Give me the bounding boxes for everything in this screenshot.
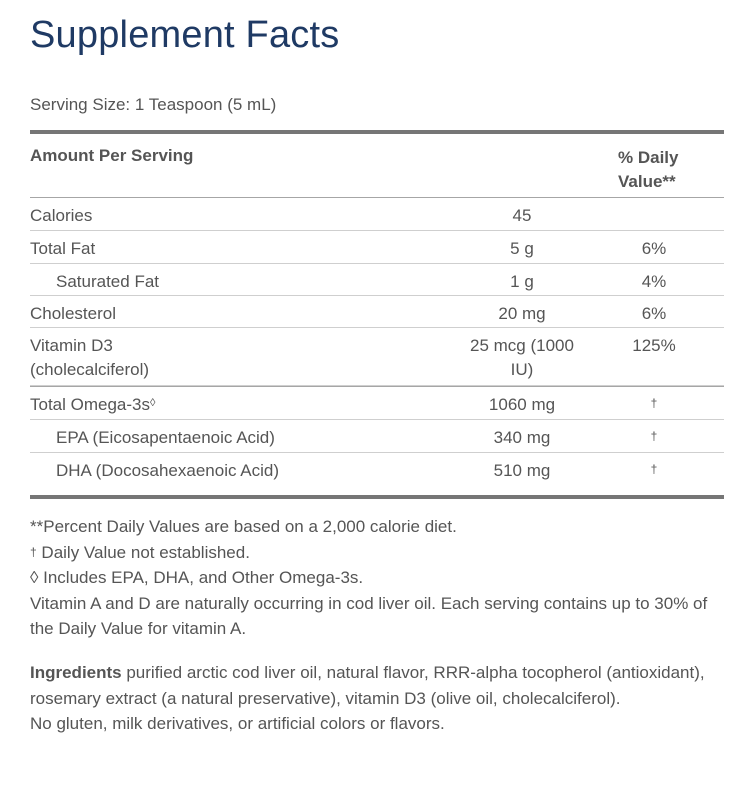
nutrient-amount	[432, 334, 612, 382]
footnote-diamond: ◊ Includes EPA, DHA, and Other Omega-3s.	[30, 568, 364, 587]
nutrient-amount: 45	[512, 206, 532, 225]
ingredients-text	[30, 660, 730, 711]
nutrient-daily-value: †	[650, 429, 658, 443]
table-row-calories	[30, 198, 724, 231]
nutrient-amount: 20 mg	[498, 304, 546, 323]
ingredients-list: purified arctic cod liver oil, natural flavor, RRR-alpha tocopherol (antioxidant), rosemary extract (a natural preservative), vitamin D3 (olive oil, cholecalciferol).	[30, 663, 705, 708]
nutrient-amount-line2: IU)	[510, 360, 534, 379]
table-row-dha	[30, 453, 724, 495]
table-row-total-fat	[30, 231, 724, 264]
bottom-rule	[30, 495, 724, 499]
table-row-cholesterol	[30, 296, 724, 328]
footnote-vitamin-note: Vitamin A and D are naturally occurring in cod liver oil. Each serving contains up to 30% of the Daily Value for vitamin A.	[30, 593, 708, 638]
footnote-percent-dv: **Percent Daily Values are based on a 2,000 calorie diet.	[30, 517, 457, 536]
ingredients-label: Ingredients	[30, 663, 122, 682]
nutrient-name	[30, 393, 155, 417]
nutrient-name	[30, 334, 149, 382]
nutrient-amount: 1 g	[510, 272, 534, 291]
nutrient-amount: 5 g	[510, 239, 534, 258]
nutrient-name-text: Total Omega-3s	[30, 395, 150, 414]
footnote-dagger	[30, 540, 730, 566]
dagger-mark: †	[30, 544, 37, 559]
nutrient-name: Saturated Fat	[56, 272, 160, 291]
nutrient-amount: 510 mg	[493, 461, 551, 480]
ingredients	[30, 660, 730, 737]
nutrient-name: DHA (Docosahexaenoic Acid)	[56, 461, 280, 480]
nutrient-amount: 340 mg	[493, 428, 551, 447]
page-title: Supplement Facts	[30, 14, 340, 56]
footnotes	[30, 514, 730, 642]
table-row-vitamin-d3	[30, 328, 724, 386]
free-from-statement: No gluten, milk derivatives, or artificial colors or flavors.	[30, 714, 445, 733]
nutrient-amount-line1: 25 mcg (1000	[470, 336, 574, 355]
nutrient-name: Total Fat	[30, 239, 96, 258]
footnote-dagger-text: Daily Value not established.	[36, 542, 250, 562]
serving-size: Serving Size: 1 Teaspoon (5 mL)	[30, 95, 277, 114]
daily-value-header	[618, 146, 690, 194]
nutrient-name: Calories	[30, 206, 93, 225]
nutrient-name: EPA (Eicosapentaenoic Acid)	[56, 428, 275, 447]
daily-value-header-line1: % Daily	[618, 148, 679, 167]
diamond-footnote-mark: ◊	[150, 397, 156, 409]
nutrient-daily-value: 6%	[641, 239, 667, 258]
nutrient-daily-value: 4%	[641, 272, 667, 291]
supplement-facts-table	[30, 130, 724, 499]
nutrient-name: Cholesterol	[30, 304, 116, 323]
table-row-saturated-fat	[30, 264, 724, 296]
nutrient-name-line1: Vitamin D3	[30, 336, 113, 355]
daily-value-header-line2: Value**	[618, 172, 676, 191]
table-row-total-omega-3s	[30, 386, 724, 420]
nutrient-daily-value: 125%	[632, 336, 676, 355]
nutrient-daily-value: †	[650, 396, 658, 410]
nutrient-name-line2: (cholecalciferol)	[30, 360, 150, 379]
table-header	[30, 134, 724, 198]
table-row-epa	[30, 420, 724, 453]
nutrient-daily-value: †	[650, 462, 658, 476]
amount-per-serving-header: Amount Per Serving	[30, 146, 194, 165]
nutrient-amount: 1060 mg	[488, 395, 556, 414]
nutrient-daily-value: 6%	[641, 304, 667, 323]
